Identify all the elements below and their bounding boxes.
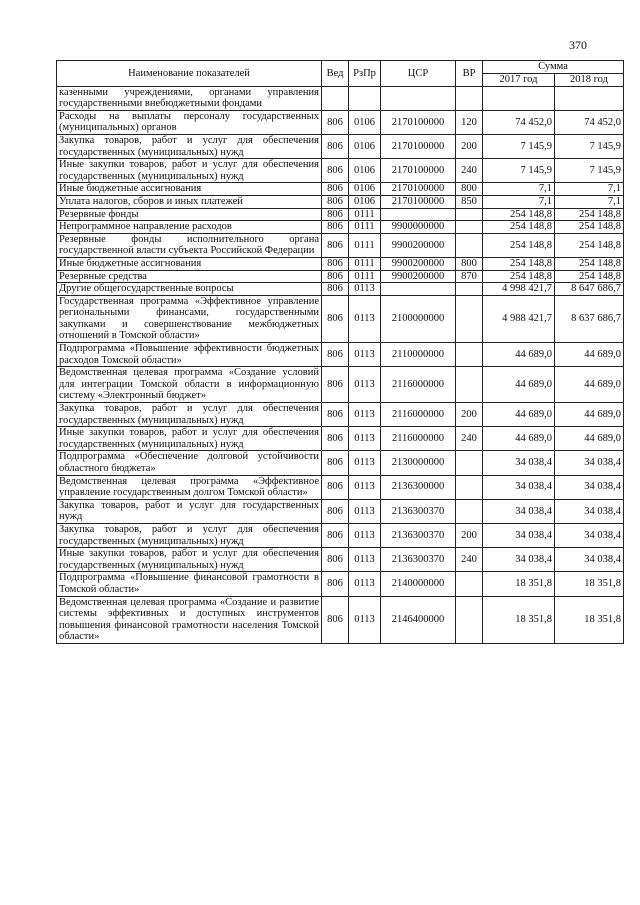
cell-csr: 2146400000 [381,596,456,643]
cell-ved: 806 [322,548,349,572]
cell-csr: 2170100000 [381,110,456,134]
cell-vr [456,499,483,523]
cell-sum-2018: 74 452,0 [555,110,624,134]
cell-ved: 806 [322,208,349,221]
header-rzpr: РзПр [349,61,381,87]
cell-vr: 240 [456,159,483,183]
cell-rzpr: 0113 [349,343,381,367]
cell-name: Иные бюджетные ассигнования [57,257,322,270]
cell-rzpr: 0106 [349,195,381,208]
cell-csr [381,283,456,296]
cell-sum-2017: 34 038,4 [483,523,555,547]
cell-rzpr: 0111 [349,270,381,283]
cell-sum-2017: 7 145,9 [483,134,555,158]
cell-csr: 2136300000 [381,475,456,499]
table-row [57,208,624,221]
table-row [57,523,624,547]
cell-sum-2017: 34 038,4 [483,451,555,475]
cell-ved: 806 [322,523,349,547]
cell-ved: 806 [322,596,349,643]
cell-name: Расходы на выплаты персоналу государственных (муниципальных) органов [57,110,322,134]
cell-sum-2018: 254 148,8 [555,221,624,234]
cell-sum-2018: 34 038,4 [555,548,624,572]
cell-ved: 806 [322,159,349,183]
table-row [57,475,624,499]
cell-name: Непрограммное направление расходов [57,221,322,234]
header-ved: Вед [322,61,349,87]
cell-sum-2017: 7 145,9 [483,159,555,183]
cell-sum-2018: 44 689,0 [555,343,624,367]
cell-sum-2018: 7 145,9 [555,159,624,183]
cell-sum-2018: 8 647 686,7 [555,283,624,296]
cell-sum-2018: 34 038,4 [555,499,624,523]
table-row [57,270,624,283]
cell-vr [456,343,483,367]
cell-vr: 120 [456,110,483,134]
header-csr: ЦСР [381,61,456,87]
cell-csr: 2170100000 [381,183,456,196]
cell-name: Резервные фонды исполнительного органа государственной власти субъекта Российской Федерации [57,233,322,257]
table-row [57,367,624,403]
cell-csr: 2110000000 [381,343,456,367]
cell-sum-2018: 7,1 [555,183,624,196]
cell-vr [456,86,483,110]
cell-name: Иные закупки товаров, работ и услуг для обеспечения государственных (муниципальных) нужд [57,548,322,572]
cell-sum-2017: 44 689,0 [483,367,555,403]
cell-vr [456,596,483,643]
cell-name: Ведомственная целевая программа «Создание условий для интеграции Томской области в информационную систему «Электронный бюджет» [57,367,322,403]
cell-rzpr: 0113 [349,403,381,427]
cell-sum-2017: 4 988 421,7 [483,295,555,342]
cell-rzpr: 0111 [349,257,381,270]
cell-sum-2017: 34 038,4 [483,499,555,523]
cell-rzpr: 0106 [349,159,381,183]
cell-name: Ведомственная целевая программа «Создание и развитие системы эффективных и доступных инструментов повышения финансовой грамотности населения Томской области» [57,596,322,643]
cell-name: Иные бюджетные ассигнования [57,183,322,196]
cell-sum-2018: 7,1 [555,195,624,208]
cell-name: Резервные средства [57,270,322,283]
cell-name: Закупка товаров, работ и услуг для государственных нужд [57,499,322,523]
cell-ved: 806 [322,233,349,257]
table-row [57,283,624,296]
cell-ved: 806 [322,572,349,596]
header-year-2018: 2018 год [555,74,624,87]
cell-vr: 800 [456,183,483,196]
cell-sum-2017: 7,1 [483,183,555,196]
cell-sum-2017: 44 689,0 [483,343,555,367]
cell-sum-2018: 34 038,4 [555,523,624,547]
cell-ved: 806 [322,195,349,208]
cell-ved: 806 [322,295,349,342]
cell-sum-2018: 18 351,8 [555,596,624,643]
table-row [57,183,624,196]
cell-vr [456,295,483,342]
cell-csr: 2136300370 [381,499,456,523]
cell-vr: 200 [456,403,483,427]
cell-sum-2018: 7 145,9 [555,134,624,158]
cell-name: Иные закупки товаров, работ и услуг для обеспечения государственных (муниципальных) нужд [57,427,322,451]
cell-rzpr: 0106 [349,134,381,158]
cell-name: Подпрограмма «Повышение эффективности бюджетных расходов Томской области» [57,343,322,367]
cell-sum-2018: 8 637 686,7 [555,295,624,342]
cell-sum-2017: 4 998 421,7 [483,283,555,296]
cell-rzpr: 0106 [349,110,381,134]
cell-vr: 240 [456,427,483,451]
cell-rzpr: 0113 [349,283,381,296]
cell-csr: 2136300370 [381,548,456,572]
cell-vr [456,208,483,221]
cell-name: Закупка товаров, работ и услуг для обеспечения государственных (муниципальных) нужд [57,134,322,158]
cell-vr [456,367,483,403]
table-row [57,134,624,158]
table-row [57,343,624,367]
cell-name: Иные закупки товаров, работ и услуг для обеспечения государственных (муниципальных) нужд [57,159,322,183]
cell-sum-2017: 74 452,0 [483,110,555,134]
table-row [57,596,624,643]
cell-ved: 806 [322,499,349,523]
cell-vr [456,221,483,234]
cell-sum-2018: 254 148,8 [555,257,624,270]
cell-sum-2017: 34 038,4 [483,548,555,572]
cell-vr [456,451,483,475]
page-number: 370 [569,38,587,52]
cell-ved: 806 [322,283,349,296]
cell-csr: 2116000000 [381,427,456,451]
table-row [57,572,624,596]
cell-ved: 806 [322,257,349,270]
cell-name: Другие общегосударственные вопросы [57,283,322,296]
cell-ved [322,86,349,110]
header-year-2017: 2017 год [483,74,555,87]
cell-sum-2018: 18 351,8 [555,572,624,596]
cell-rzpr: 0113 [349,572,381,596]
cell-sum-2017: 7,1 [483,195,555,208]
cell-rzpr: 0111 [349,221,381,234]
cell-ved: 806 [322,270,349,283]
cell-sum-2017: 254 148,8 [483,257,555,270]
table-row [57,257,624,270]
header-name: Наименование показателей [57,61,322,87]
cell-vr: 240 [456,548,483,572]
cell-vr [456,475,483,499]
table-row [57,159,624,183]
cell-ved: 806 [322,134,349,158]
cell-csr: 2170100000 [381,195,456,208]
budget-table [56,60,624,644]
cell-ved: 806 [322,403,349,427]
table-row [57,451,624,475]
cell-vr [456,572,483,596]
header-sum: Сумма [483,61,624,74]
table-row [57,548,624,572]
cell-sum-2017 [483,86,555,110]
cell-rzpr: 0113 [349,548,381,572]
header-vr: ВР [456,61,483,87]
cell-ved: 806 [322,451,349,475]
cell-sum-2018: 44 689,0 [555,367,624,403]
cell-rzpr: 0113 [349,367,381,403]
cell-vr: 200 [456,523,483,547]
cell-csr: 9900200000 [381,257,456,270]
cell-name: Подпрограмма «Обеспечение долговой устойчивости областного бюджета» [57,451,322,475]
cell-sum-2017: 44 689,0 [483,403,555,427]
cell-name: Ведомственная целевая программа «Эффективное управление государственным долгом Томской области» [57,475,322,499]
cell-csr: 2116000000 [381,367,456,403]
cell-sum-2018: 44 689,0 [555,427,624,451]
cell-rzpr: 0111 [349,208,381,221]
cell-sum-2018: 254 148,8 [555,233,624,257]
table-row [57,86,624,110]
cell-rzpr: 0113 [349,475,381,499]
cell-sum-2018: 254 148,8 [555,208,624,221]
cell-vr [456,283,483,296]
cell-csr: 9900200000 [381,270,456,283]
cell-vr: 200 [456,134,483,158]
table-row [57,195,624,208]
cell-csr [381,86,456,110]
cell-sum-2017: 254 148,8 [483,221,555,234]
cell-csr: 2170100000 [381,159,456,183]
cell-sum-2017: 254 148,8 [483,270,555,283]
cell-csr: 2100000000 [381,295,456,342]
cell-sum-2017: 254 148,8 [483,233,555,257]
table-row [57,295,624,342]
cell-csr: 2130000000 [381,451,456,475]
cell-rzpr: 0113 [349,523,381,547]
table-row [57,499,624,523]
cell-csr [381,208,456,221]
cell-csr: 9900000000 [381,221,456,234]
cell-vr: 850 [456,195,483,208]
table-row [57,221,624,234]
cell-sum-2018: 44 689,0 [555,403,624,427]
cell-sum-2017: 254 148,8 [483,208,555,221]
cell-sum-2017: 34 038,4 [483,475,555,499]
cell-ved: 806 [322,183,349,196]
cell-ved: 806 [322,475,349,499]
cell-sum-2018: 34 038,4 [555,475,624,499]
cell-name: Уплата налогов, сборов и иных платежей [57,195,322,208]
cell-vr [456,233,483,257]
cell-ved: 806 [322,343,349,367]
cell-ved: 806 [322,367,349,403]
cell-csr: 9900200000 [381,233,456,257]
cell-csr: 2116000000 [381,403,456,427]
cell-rzpr: 0106 [349,183,381,196]
cell-rzpr: 0113 [349,499,381,523]
cell-name: Резервные фонды [57,208,322,221]
cell-csr: 2170100000 [381,134,456,158]
cell-rzpr: 0113 [349,427,381,451]
cell-vr: 870 [456,270,483,283]
cell-ved: 806 [322,427,349,451]
cell-sum-2018: 34 038,4 [555,451,624,475]
cell-rzpr: 0113 [349,451,381,475]
cell-rzpr: 0113 [349,596,381,643]
cell-sum-2017: 18 351,8 [483,596,555,643]
cell-name: Закупка товаров, работ и услуг для обеспечения государственных (муниципальных) нужд [57,523,322,547]
cell-csr: 2140000000 [381,572,456,596]
cell-rzpr: 0113 [349,295,381,342]
cell-sum-2017: 18 351,8 [483,572,555,596]
cell-sum-2017: 44 689,0 [483,427,555,451]
cell-ved: 806 [322,221,349,234]
cell-sum-2018 [555,86,624,110]
table-row [57,427,624,451]
cell-sum-2018: 254 148,8 [555,270,624,283]
cell-rzpr [349,86,381,110]
table-row [57,110,624,134]
cell-rzpr: 0111 [349,233,381,257]
table-row [57,233,624,257]
cell-name: Государственная программа «Эффективное управление региональными финансами, государственными закупками и совершенствование межбюджетных отношений в Томской области» [57,295,322,342]
cell-ved: 806 [322,110,349,134]
cell-vr: 800 [456,257,483,270]
cell-csr: 2136300370 [381,523,456,547]
table-body [57,86,624,643]
table-row [57,403,624,427]
cell-name: казенными учреждениями, органами управления государственными внебюджетными фондами [57,86,322,110]
cell-name: Подпрограмма «Повышение финансовой грамотности в Томской области» [57,572,322,596]
cell-name: Закупка товаров, работ и услуг для обеспечения государственных (муниципальных) нужд [57,403,322,427]
